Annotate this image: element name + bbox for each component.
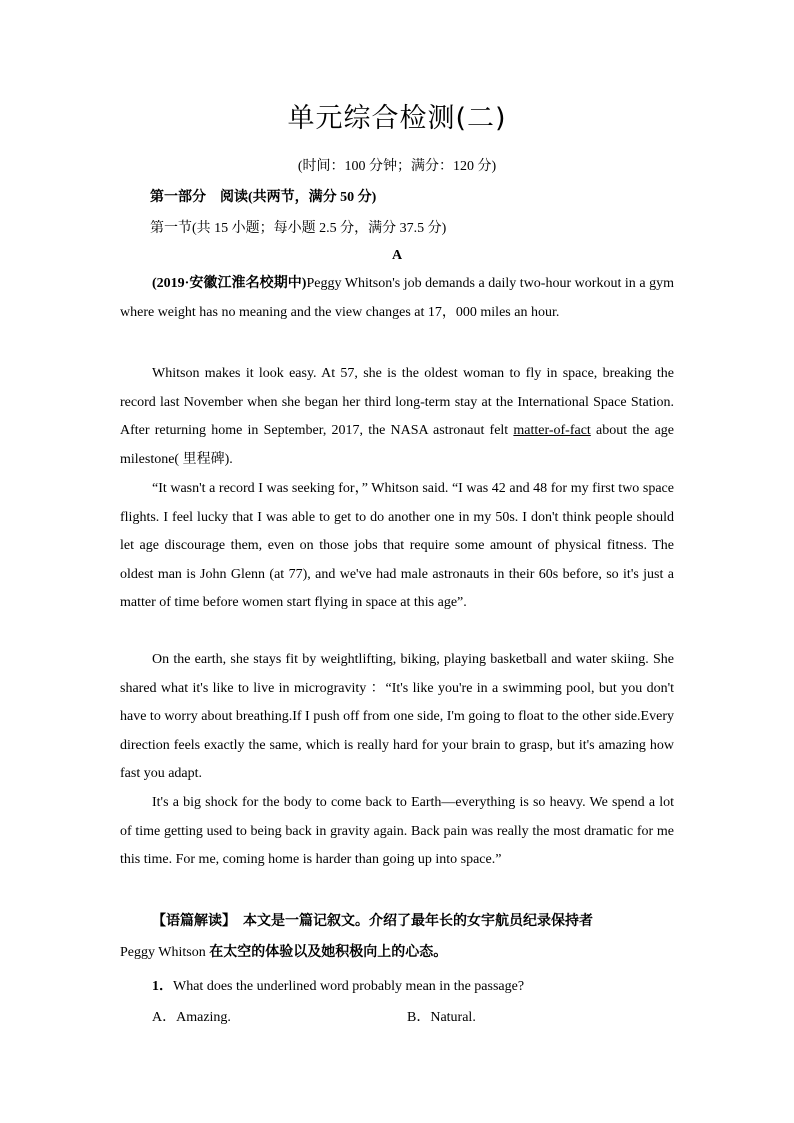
question-number: 1． (152, 979, 173, 994)
analysis-name: Peggy Whitson (120, 945, 206, 960)
paragraph-4-text: On the earth, she stays fit by weightlifting, biking, playing basketball and water skiing. She shared what it's like to live in microgravity ：“It's like you're in a swimming pool, but you don't have to worry about breathing.If I push off from one side, I'm going to float to the other side.Every direction feels exactly the same, which is really hard for your brain to grasp, but it's amazing how fast you adapt. (120, 652, 674, 781)
paragraph-5-text: It's a big shock for the body to come back to Earth—everything is so heavy. We spend a lot of time getting used to being back in gravity again. Back pain was really the most dramatic for me this time. For me, coming home is harder than going up into space.” (120, 795, 674, 867)
analysis-tag: 【语篇解读】 (152, 913, 229, 929)
passage-paragraph-2 (120, 360, 674, 474)
time-info: (时间：100 分钟；满分：120 分) (297, 159, 497, 174)
passage-letter: A (391, 248, 403, 263)
question-1 (152, 975, 524, 995)
section-label: 第一节(共 15 小题；每小题 2.5 分，满分 37.5 分) (150, 221, 447, 236)
paragraph-1-text: Peggy Whitson's job demands a daily two-hour workout in a gym where weight has no meaning and the view changes at 17，000 miles an hour. (120, 276, 674, 320)
passage-paragraph-5 (120, 789, 674, 875)
passage-source: (2019·安徽江淮名校期中) (152, 276, 307, 291)
underlined-word: matter-of-fact (513, 423, 591, 438)
option-a[interactable]: A．Amazing. (152, 1010, 231, 1025)
page-title: 单元综合检测(二) (287, 103, 507, 134)
paragraph-2-text: Whitson makes it look easy. At 57, she is the oldest woman to fly in space, breaking the record last November when she began her third long-term stay at the International Space Station. After returning home in September, 2017, the NASA astronaut felt (120, 366, 674, 438)
paragraph-3-text: “It wasn't a record I was seeking for，” Whitson said. “I was 42 and 48 for my first two space flights. I feel lucky that I was able to get to do another one in my 50s. I don't think people should let age discourage them, even on those jobs that require some amount of physical fitness. The oldest man is John Glenn (at 77), and we've had male astronauts in their 60s before, so it's just a matter of time before women start flying in space at this age”. (120, 481, 674, 610)
paragraph-2-tail: about the age milestone( 里程碑). (120, 423, 675, 467)
analysis-text-2: 在太空的体验以及她积极向上的心态。 (209, 944, 448, 960)
question-text: What does the underlined word probably mean in the passage? (173, 979, 525, 994)
part-label: 第一部分 阅读(共两节，满分 50 分) (150, 190, 377, 205)
analysis-text: 本文是一篇记叙文。介绍了最年长的女宇航员纪录保持者 (243, 913, 593, 929)
passage-paragraph-4 (120, 646, 674, 789)
passage-paragraph-3 (120, 475, 674, 618)
passage-analysis (120, 906, 674, 968)
option-b[interactable]: B．Natural. (407, 1010, 476, 1025)
passage-paragraph-1 (120, 270, 674, 327)
